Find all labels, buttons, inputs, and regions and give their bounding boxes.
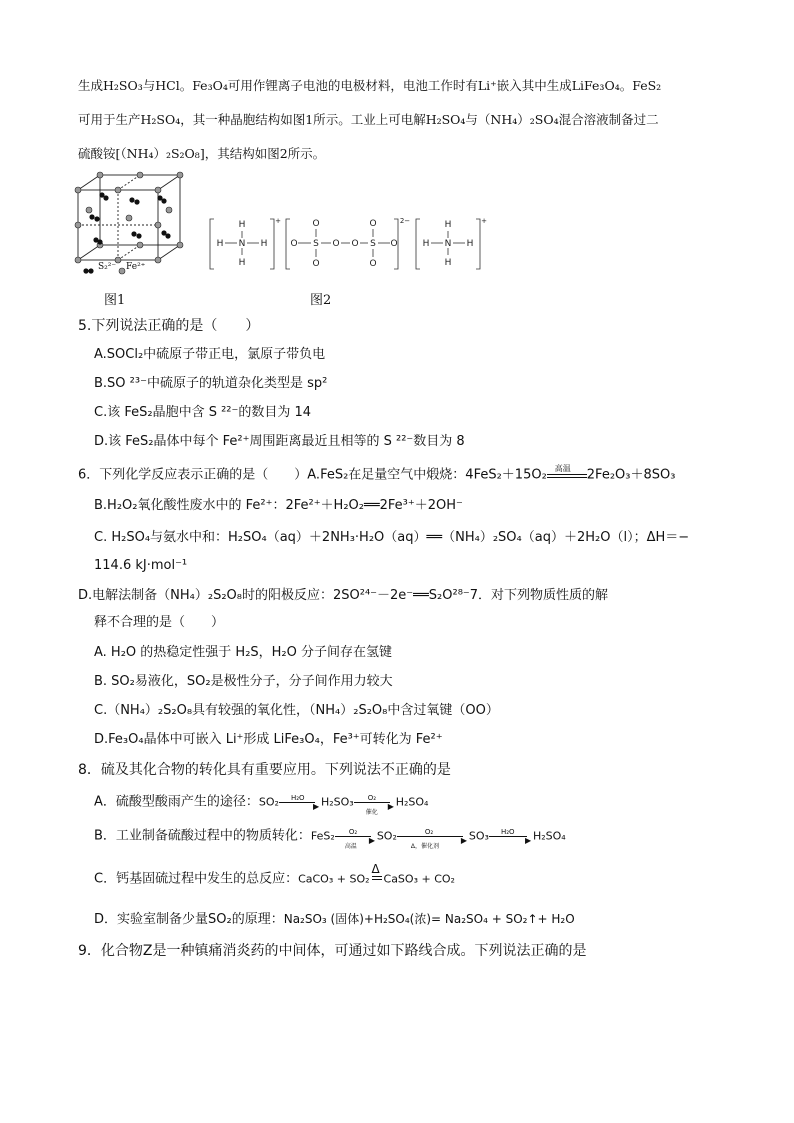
q7-option-a: A. H₂O 的热稳定性强于 H₂S，H₂O 分子间存在氢键 (94, 645, 393, 660)
q8-b-cond3: H₂O (500, 828, 515, 836)
q8-b-cond1-bottom: 高温 (344, 843, 357, 850)
q8-c-eq-left: CaCO₃ + SO₂ (298, 872, 370, 886)
q8-option-a (94, 793, 429, 816)
svg-text:H: H (216, 239, 224, 249)
svg-text:H: H (444, 258, 452, 268)
intro-line-2: 可用于生产H₂SO₄，其一种晶胞结构如图1所示。工业上可电解H₂SO₄与（NH₄）₂SO₄混合溶液制备过二 (78, 112, 659, 127)
svg-text:H: H (238, 258, 246, 268)
svg-text:H: H (466, 239, 474, 249)
q6-arrow (547, 466, 587, 484)
svg-text:N: N (238, 239, 246, 249)
q8-b-label: B．工业制备硫酸过程中的物质转化： (94, 828, 311, 844)
q5-option-b: B.SO ²³⁻中硫原子的轨道杂化类型是 sp² (94, 376, 328, 391)
q8-d-label: D．实验室制备少量SO₂的原理： (94, 912, 284, 927)
svg-text:O: O (369, 259, 377, 269)
svg-text:N: N (444, 239, 452, 249)
q7-option-c: C.（NH₄）₂S₂O₈具有较强的氧化性，（NH₄）₂S₂O₈中含过氧键（OO） (94, 703, 499, 718)
q8-a-cond2-top: O₂ (367, 794, 377, 802)
q8-a-s2: H₂SO₃ (320, 795, 354, 809)
q5-option-d: D.该 FeS₂晶体中每个 Fe²⁺周围距离最近且相等的 S ²²⁻数目为 8 (94, 434, 465, 449)
q8-a-cond1: H₂O (290, 794, 305, 802)
q6-option-c-line2: 114.6 kJ·mol⁻¹ (94, 558, 188, 573)
q8-a-label: A．硫酸型酸雨产生的途径： (94, 794, 259, 810)
q8-a-s1: SO₂ (258, 795, 279, 809)
q8-b-arrow3: H₂O ▶ (489, 827, 533, 845)
svg-text:+: + (275, 217, 281, 225)
q7-option-d: D.Fe₃O₄晶体中可嵌入 Li⁺形成 LiFe₃O₄，Fe³⁺可转化为 Fe²⁺ (94, 732, 443, 747)
q8-c-equals (370, 862, 384, 888)
q8-option-b (94, 827, 566, 850)
q7-option-b: B. SO₂易液化，SO₂是极性分子，分子间作用力较大 (94, 674, 393, 689)
q8-b-cond2-bottom: Δ，催化剂 (410, 843, 439, 850)
q6-option-c-line1: C. H₂SO₄与氨水中和：H₂SO₄（aq）＋2NH₃·H₂O（aq）══（NH₄）₂SO₄（aq）＋2H₂O（l）；ΔH＝− (94, 530, 690, 545)
q8-d-eq: Na₂SO₃ (固体)+H₂SO₄(浓)= Na₂SO₄ + SO₂↑+ H₂O (283, 912, 575, 926)
svg-text:S: S (370, 239, 376, 249)
svg-text:O: O (390, 239, 398, 249)
legend-fe-label: Fe²⁺ (126, 262, 146, 272)
figure-1-caption: 图1 (104, 293, 126, 308)
q5-option-a: A.SOCl₂中硫原子带正电，氯原子带负电 (94, 347, 326, 362)
q8-a-s3: H₂SO₄ (395, 795, 429, 809)
svg-text:O: O (290, 239, 298, 249)
svg-text:O: O (351, 239, 359, 249)
svg-text:H: H (444, 220, 452, 230)
intro-line-3: 硫酸铵[（NH₄）₂S₂O₈]，其结构如图2所示。 (78, 146, 326, 161)
svg-text:H: H (260, 239, 268, 249)
f2-h-top-l: H (238, 220, 246, 230)
q7-stem: 释不合理的是（ ） (94, 615, 225, 630)
q8-b-s1: FeS₂ (310, 829, 335, 843)
q8-b-arrow1: O₂ ▶ 高温 (335, 827, 377, 845)
q8-c-eq-right: CaSO₃ + CO₂ (383, 872, 455, 886)
svg-text:O: O (312, 259, 320, 269)
q8-b-cond2-top: O₂ (424, 828, 434, 836)
q8-b-arrow2: O₂ ▶ Δ，催化剂 (397, 827, 469, 845)
q6-stem-text: 6．下列化学反应表示正确的是（ ）A.FeS₂在足量空气中煅烧：4FeS₂＋15O₂ (78, 467, 547, 483)
figure-2-structure (208, 215, 498, 275)
q6-option-d: D.电解法制备（NH₄）₂S₂O₈时的阳极反应：2SO²⁴⁻－2e⁻══S₂O²⁸⁻7．对下列物质性质的解 (78, 588, 609, 603)
svg-text:+: + (481, 217, 487, 225)
figure-2-caption: 图2 (310, 293, 332, 308)
svg-text:H: H (422, 239, 430, 249)
q5-stem: 5.下列说法正确的是（ ） (78, 318, 260, 334)
q8-a-arrow2: O₂ ▶ 催化 (354, 793, 396, 811)
q8-b-s3: SO₃ (468, 829, 489, 843)
svg-text:O: O (332, 239, 340, 249)
q8-c-label: C．钙基固硫过程中发生的总反应： (94, 871, 299, 887)
intro-line-1: 生成H₂SO₃与HCl。Fe₃O₄可用作锂离子电池的电极材料，电池工作时有Li⁺嵌入其中生成LiFe₃O₄。FeS₂ (78, 78, 662, 93)
q8-b-s2: SO₂ (376, 829, 397, 843)
svg-text:O: O (312, 219, 320, 229)
q9-stem: 9．化合物Z是一种镇痛消炎药的中间体，可通过如下路线合成。下列说法正确的是 (78, 943, 587, 959)
q8-a-cond2-bottom: 催化 (365, 809, 378, 816)
q6-stem (78, 466, 675, 485)
q6-option-b: B.H₂O₂氧化酸性废水中的 Fe²⁺：2Fe²⁺＋H₂O₂══2Fe³⁺＋2OH⁻ (94, 498, 463, 513)
q8-a-arrow1: H₂O ▶ (279, 793, 321, 811)
svg-text:2−: 2− (399, 217, 411, 225)
q8-option-d (94, 910, 575, 929)
q8-b-s4: H₂SO₄ (532, 829, 566, 843)
svg-text:O: O (369, 219, 377, 229)
svg-text:S: S (313, 239, 319, 249)
legend-s2-label: S₂²⁻ (98, 262, 117, 272)
q6-condition: 高温 (554, 464, 571, 473)
q8-c-delta: Δ (371, 862, 380, 876)
q8-stem: 8．硫及其化合物的转化具有重要应用。下列说法不正确的是 (78, 762, 451, 778)
q8-option-c (94, 862, 455, 889)
q5-option-c: C.该 FeS₂晶胞中含 S ²²⁻的数目为 14 (94, 405, 312, 420)
q6-stem-end: 2Fe₂O₃＋8SO₃ (586, 467, 676, 483)
q8-b-cond1-top: O₂ (348, 828, 358, 836)
